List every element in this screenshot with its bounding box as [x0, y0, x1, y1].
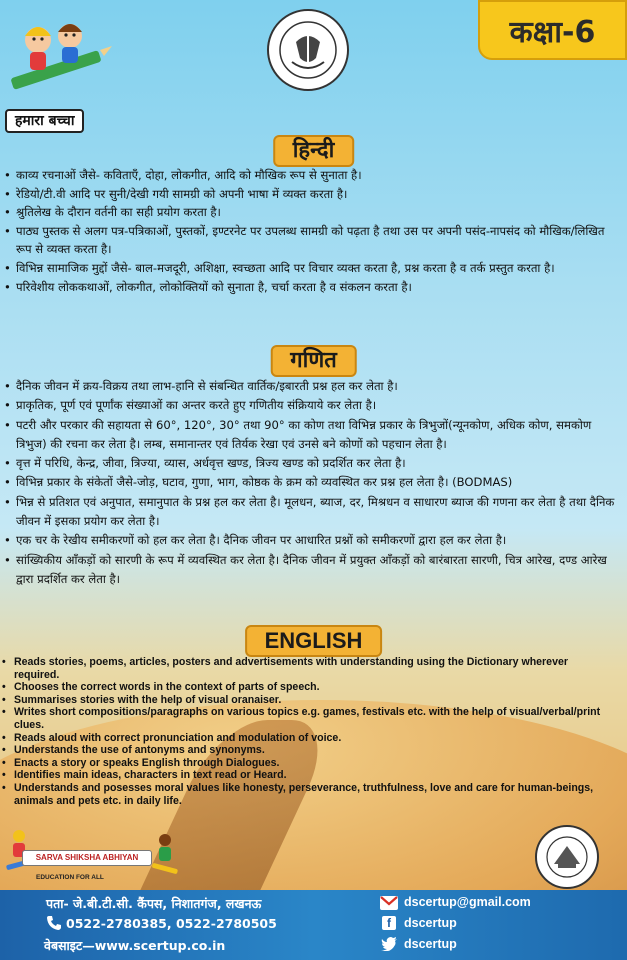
- twitter-handle[interactable]: dscertup: [404, 937, 457, 951]
- phone-icon: [46, 915, 62, 931]
- english-outcomes-list: [2, 656, 614, 807]
- list-item: • पटरी और परकार की सहायता से 60°, 120°, 30° तथा 90° का कोण तथा विभिन्न प्रकार के त्रिभुजों(न्यूनकोण, अधिक कोण, समकोण त्रिभुज) की रचना कर लेता है। लम्ब, समानान्तर एवं तिर्यक रेखा एवं उनसे बने कोणों को पहचान लेता है।: [4, 416, 622, 455]
- up-government-emblem: [266, 8, 350, 92]
- english-section-title: ENGLISH: [245, 625, 383, 657]
- contact-footer: [0, 890, 627, 960]
- list-item: • विभिन्न सामाजिक मुद्दों जैसे- बाल-मजदूरी, अशिक्षा, स्वच्छता आदि पर विचार व्यक्त करता है, प्रश्न करता है व तर्क प्रस्तुत करता है।: [4, 259, 622, 278]
- list-item: • विभिन्न प्रकार के संकेतों जैसे-जोड़, घटाव, गुणा, भाग, कोष्ठक के क्रम को व्यवस्थित कर प्रश्न हल लेता है। (BODMAS): [4, 473, 622, 492]
- twitter-icon: [381, 937, 397, 951]
- list-item: • प्राकृतिक, पूर्ण एवं पूर्णांक संख्याओं का अन्तर करते हुए गणितीय संक्रियाये कर लेता है।: [4, 396, 622, 415]
- list-item: • काव्य रचनाओं जैसे- कविताएँ, दोहा, लोकगीत, आदि को मौखिक रूप से सुनाता है।: [4, 166, 622, 185]
- list-item: • Reads aloud with correct pronunciation and modulation of voice.: [2, 732, 614, 745]
- list-item: • भिन्न से प्रतिशत एवं अनुपात, समानुपात के प्रश्न हल कर लेता है। मूलधन, ब्याज, दर, मिश्रधन व साधारण ब्याज की गणना कर लेता है तथा दैनिक जीवन में इसका प्रयोग कर लेता है।: [4, 493, 622, 532]
- list-item: • सांख्यिकीय आँकड़ों को सारणी के रूप में व्यवस्थित कर लेता है। दैनिक जीवन में प्रयुक्त आँकड़ों को बारंबारता सारणी, चित्र आरेख, दण्ड आरेख द्वारा प्रदर्शित कर लेता है।: [4, 551, 622, 590]
- scert-seal: [534, 824, 600, 890]
- list-item: • Writes short compositions/paragraphs on various topics e.g. games, festivals etc. with the help of visual/verbal/print clues.: [2, 706, 614, 731]
- list-item: • वृत्त में परिधि, केन्द्र, जीवा, त्रिज्या, व्यास, अर्धवृत्त खण्ड, त्रिज्य खण्ड को प्रदर्शित कर लेता है।: [4, 454, 622, 473]
- email-link[interactable]: dscertup@gmail.com: [404, 895, 531, 909]
- gmail-icon: [380, 896, 398, 910]
- facebook-handle[interactable]: dscertup: [404, 916, 457, 930]
- ssa-tagline: EDUCATION FOR ALL: [36, 874, 104, 881]
- list-item: • एक चर के रेखीय समीकरणों को हल कर लेता है। दैनिक जीवन पर आधारित प्रश्नों को समीकरणों द्वारा हल कर लेता है।: [4, 531, 622, 550]
- list-item: • श्रुतिलेख के दौरान वर्तनी का सही प्रयोग करता है।: [4, 203, 622, 222]
- list-item: • Reads stories, poems, articles, posters and advertisements with understanding using the Dictionary wherever required.: [2, 656, 614, 681]
- ssa-name: SARVA SHIKSHA ABHIYAN: [22, 850, 152, 866]
- list-item: • Understands and posesses moral values like honesty, perseverance, truthfulness, love and care for human-beings, animals and pets etc. in daily life.: [2, 782, 614, 807]
- ssa-kid-icon: [150, 832, 180, 876]
- hindi-section-title: हिन्दी: [273, 135, 355, 167]
- list-item: • Chooses the correct words in the context of parts of speech.: [2, 681, 614, 694]
- list-item: • Identifies main ideas, characters in text read or Heard.: [2, 769, 614, 782]
- ganit-outcomes-list: [4, 377, 622, 589]
- list-item: • Summarises stories with the help of visual oranaiser.: [2, 694, 614, 707]
- list-item: • Enacts a story or speaks English through Dialogues.: [2, 757, 614, 770]
- address: पता- जे.बी.टी.सी. कैंपस, निशातगंज, लखनऊ: [46, 896, 262, 911]
- hindi-outcomes-list: [4, 166, 622, 296]
- list-item: • रेडियो/टी.वी आदि पर सुनी/देखी गयी सामग्री को अपनी भाषा में व्यक्त करता है।: [4, 185, 622, 204]
- section-tag: हमारा बच्चा: [5, 109, 84, 133]
- class-label: कक्षा-6: [478, 0, 627, 60]
- ganit-section-title: गणित: [270, 345, 357, 377]
- kids-on-pencil-illustration: [4, 6, 114, 96]
- list-item: • पाठ्य पुस्तक से अलग पत्र-पत्रिकाओं, पुस्तकों, इण्टरनेट पर उपलब्ध सामग्री को पढ़ता है तथा उस पर अपनी पसंद-नापसंद को मौखिक/लिखित रूप से व्यक्त करता है।: [4, 222, 622, 259]
- list-item: • Understands the use of antonyms and synonyms.: [2, 744, 614, 757]
- list-item: • परिवेशीय लोककथाओं, लोकगीत, लोकोक्तियों को सुनाता है, चर्चा करता है व संकलन करता है।: [4, 278, 622, 297]
- list-item: • दैनिक जीवन में क्रय-विक्रय तथा लाभ-हानि से संबन्धित वार्तिक/इबारती प्रश्न हल कर लेता है।: [4, 377, 622, 396]
- facebook-icon: f: [382, 916, 396, 930]
- phone-numbers: 0522-2780385, 0522-2780505: [66, 916, 277, 931]
- website-link[interactable]: वेबसाइट—www.scertup.co.in: [44, 938, 226, 953]
- ssa-logo: [0, 822, 200, 888]
